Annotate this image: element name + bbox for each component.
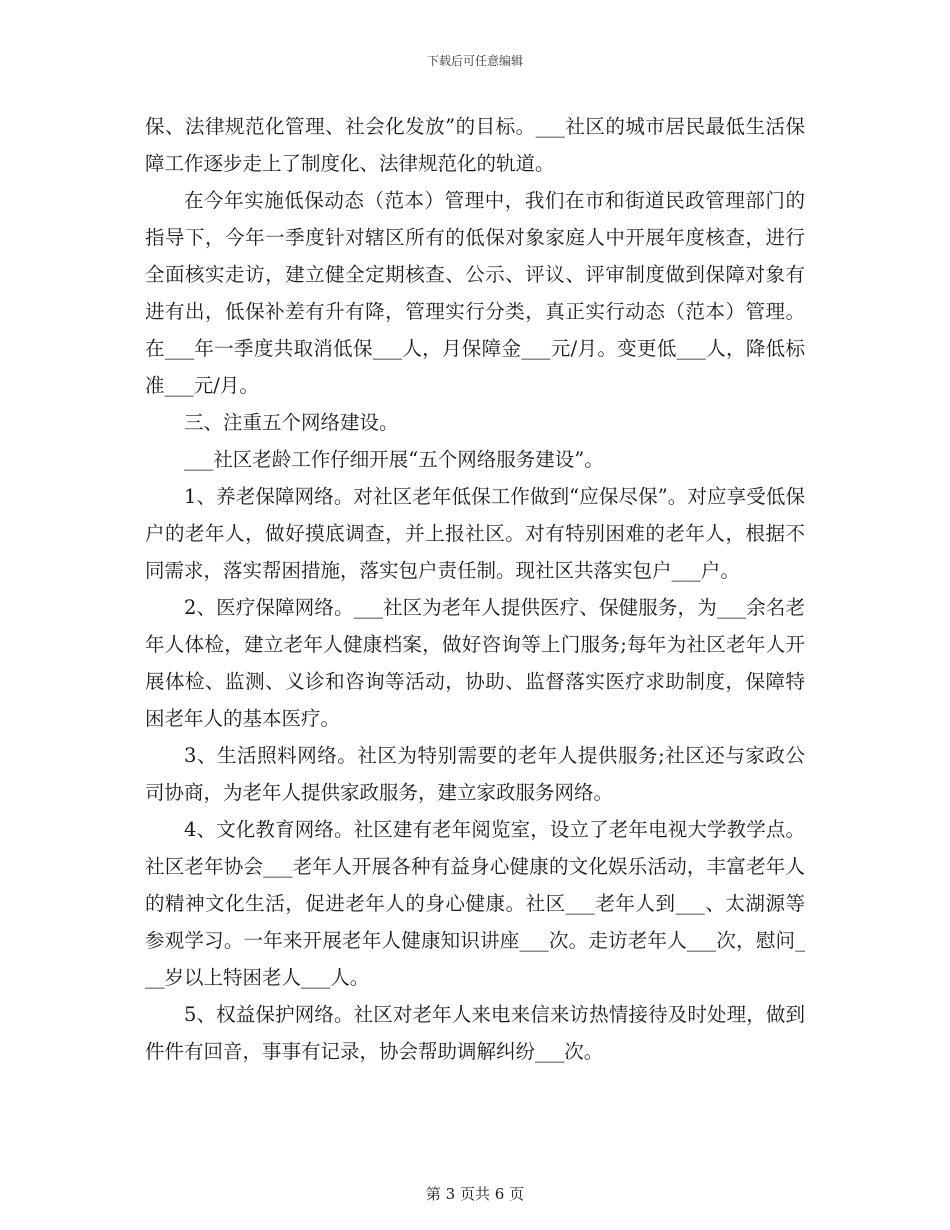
paragraph-8: 4、文化教育网络。社区建有老年阅览室，设立了老年电视大学教学点。社区老年协会___老年人开展各种有益身心健康的文化娱乐活动，丰富老年人的精神文化生活，促进老年人的身心健康。社区___老年人到___、太湖源等参观学习。一年来开展老年人健康知识讲座___次。走访老年人___次，慰问___岁以上特困老人___人。 [145,818,805,989]
paragraph-1: 保、法律规范化管理、社会化发放”的目标。___社区的城市居民最低生活保障工作逐步走上了制度化、法律规范化的轨道。 [145,115,805,175]
document-body [145,108,805,1070]
paragraph-5: 1、养老保障网络。对社区老年低保工作做到“应保尽保”。对应享受低保户的老年人，做好摸底调查，并上报社区。对有特别困难的老年人，根据不同需求，落实帮困措施，落实包户责任制。现社区共落实包户___户。 [145,485,805,582]
paragraph-9: 5、权益保护网络。社区对老年人来电来信来访热情接待及时处理，做到件件有回音，事事有记录，协会帮助调解纠纷___次。 [145,1003,805,1063]
page-header: 下载后可任意编辑 [426,54,523,68]
paragraph-2: 在今年实施低保动态（范本）管理中，我们在市和街道民政管理部门的指导下，今年一季度针对辖区所有的低保对象家庭人中开展年度核查，进行全面核实走访，建立健全定期核查、公示、评议、评审制度做到保障对象有进有出，低保补差有升有降，管理实行分类，真正实行动态（范本）管理。在___年一季度共取消低保___人，月保障金___元/月。变更低___人，降低标准___元/月。 [145,189,805,397]
paragraph-7: 3、生活照料网络。社区为特别需要的老年人提供服务;社区还与家政公司协商，为老年人提供家政服务，建立家政服务网络。 [145,744,805,804]
page-footer: 第 3 页共 6 页 [425,1185,525,1203]
paragraph-4: ___社区老龄工作仔细开展“五个网络服务建设”。 [184,448,604,471]
paragraph-6: 2、医疗保障网络。___社区为老年人提供医疗、保健服务，为___余名老年人体检，建立老年人健康档案，做好咨询等上门服务;每年为社区老年人开展体检、监测、义诊和咨询等活动，协助、监督落实医疗求助制度，保障特困老年人的基本医疗。 [145,596,805,730]
section-heading-3: 三、注重五个网络建设。 [184,411,399,434]
